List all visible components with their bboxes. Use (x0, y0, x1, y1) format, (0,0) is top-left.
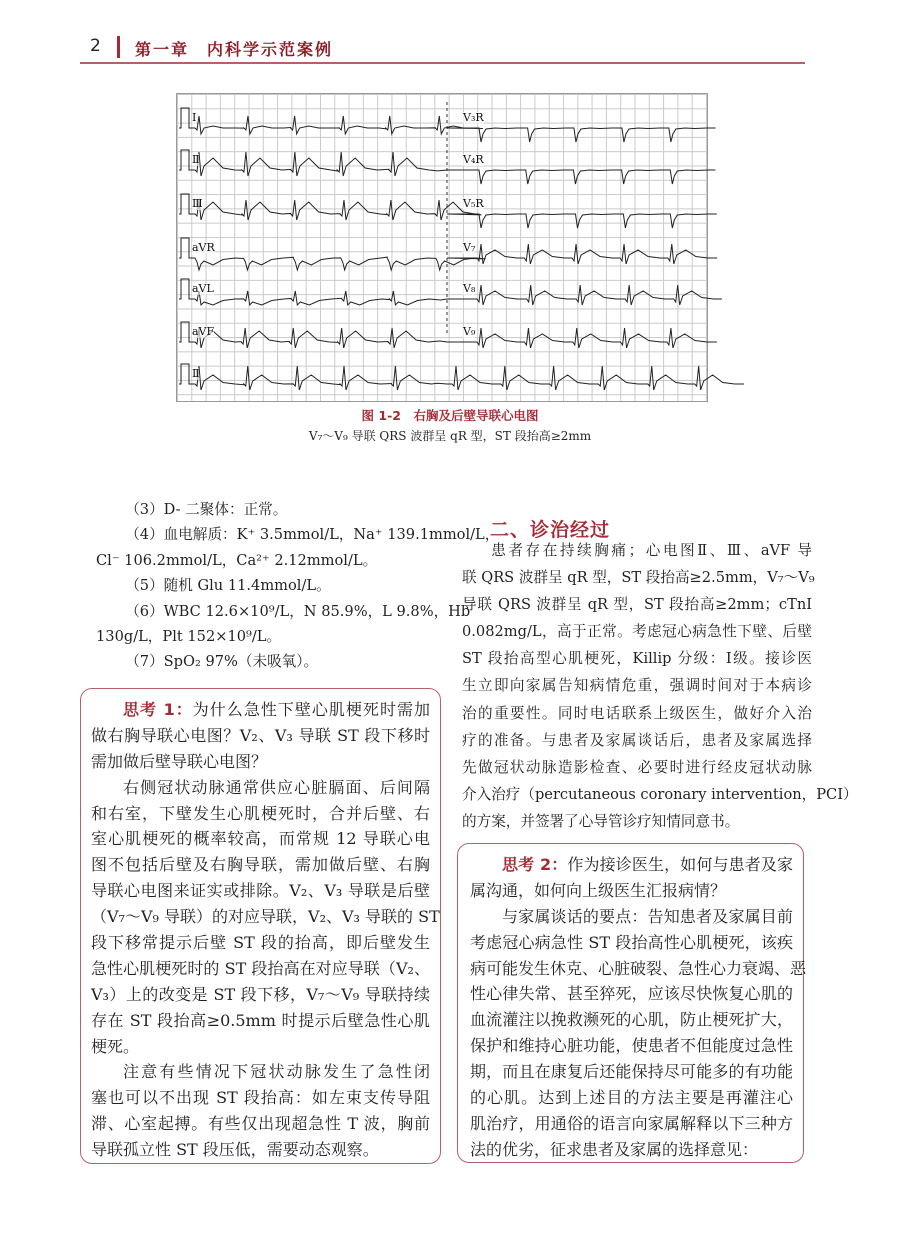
lab-results (96, 497, 500, 675)
ecg-figure (176, 93, 708, 402)
question-line: 思考 2：作为接诊医生，如何与患者及家 (502, 855, 793, 874)
section-text-line: 生立即向家属告知病情危重，强调时间对于本病诊 (462, 677, 812, 695)
section-title: 二、诊治经过 (490, 519, 611, 541)
answer-line: 法的优劣，征求患者及家属的选择意见： (470, 1139, 759, 1159)
answer-line: 导联孤立性 ST 段压低，需要动态观察。 (91, 1140, 379, 1160)
lead-label: Ⅰ (192, 111, 197, 124)
section-text-line: 导联 QRS 波群呈 qR 型，ST 段抬高≥2mm；cTnI (462, 596, 812, 614)
lab-result-line: （5）随机 Glu 11.4mmol/L。 (125, 577, 331, 595)
section-text-line: 先做冠状动脉造影检查、必要时进行经皮冠状动脉 (462, 758, 812, 776)
answer-line: 与家属谈话的要点：告知患者及家属目前 (502, 906, 793, 926)
think-label: 思考 1： (123, 700, 193, 719)
answer-line: 图不包括后壁及右胸导联，需加做后壁、右胸 (91, 855, 430, 875)
page-number: 2 (90, 36, 101, 56)
lead-label: V₉ (463, 325, 476, 338)
lab-result-line: （7）SpO₂ 97%（未吸氧）。 (125, 653, 319, 671)
think-label: 思考 2： (502, 855, 568, 874)
answer-line: 滞、心室起搏。有些仅出现超急性 T 波，胸前 (91, 1114, 430, 1134)
section-text-line: 治的重要性。同时电话联系上级医生，做好介入治 (462, 704, 812, 722)
figure-caption-title: 图 1-2 右胸及后壁导联心电图 (361, 408, 539, 423)
lead-label: V₄R (463, 153, 484, 166)
answer-line: 的心肌。达到上述目的方法主要是再灌注心 (470, 1088, 793, 1108)
lead-label: aVL (192, 282, 214, 295)
answer-line: V₃）上的改变是 ST 段下移，V₇～V₉ 导联持续 (91, 984, 430, 1004)
answer-line: 急性心肌梗死时的 ST 段抬高在对应导联（V₂、 (91, 958, 430, 978)
section-text-line: ST 段抬高型心肌梗死，Killip 分级：Ⅰ级。接诊医 (462, 650, 812, 668)
question-line: 思考 1：为什么急性下壁心肌梗死时需加 (123, 700, 430, 719)
chapter-title: 第一章 内科学示范案例 (135, 40, 334, 59)
section-text-line: 疗的准备。与患者及家属谈话后，患者及家属选择 (462, 731, 812, 749)
answer-line: 考虑冠心病急性 ST 段抬高性心肌梗死，该疾 (470, 932, 793, 952)
ecg-trace (179, 238, 717, 270)
answer-line: 段下移常提示后壁 ST 段的抬高，即后壁发生 (91, 933, 430, 953)
answer-line: 塞也可以不出现 ST 段抬高：如左束支传导阻 (91, 1088, 430, 1108)
answer-line: 血流灌注以挽救濒死的心肌，防止梗死扩大， (470, 1010, 793, 1030)
think-box-1 (80, 688, 441, 1164)
section-text-line: 的方案，并签署了心导管诊疗知情同意书。 (462, 812, 740, 830)
ecg-trace (179, 150, 715, 184)
lead-label: V₃R (463, 111, 484, 124)
answer-line: 导联心电图来证实或排除。V₂、V₃ 导联是后壁 (91, 881, 430, 901)
lab-result-line: （4）血电解质：K⁺ 3.5mmol/L，Na⁺ 139.1mmol/L， (125, 526, 500, 544)
ecg-trace (179, 322, 717, 348)
section-text-line: 0.082mg/L，高于正常。考虑冠心病急性下壁、后壁 (462, 623, 812, 641)
figure-caption-note: V₇～V₉ 导联 QRS 波群呈 qR 型，ST 段抬高≥2mm (308, 429, 592, 443)
answer-line: 性心律失常、甚至猝死，应该尽快恢复心肌的 (470, 984, 793, 1004)
lead-label: aVR (192, 241, 215, 254)
answer-line: 右侧冠状动脉通常供应心脏膈面、后间隔 (123, 777, 430, 797)
question-line: 属沟通，如何向上级医生汇报病情？ (470, 880, 727, 900)
question-line: 需加做后壁导联心电图？ (91, 751, 268, 771)
section-text-line: 介入治疗（percutaneous coronary intervention，PCI） (462, 785, 858, 803)
lab-result-line: Cl⁻ 106.2mmol/L，Ca²⁺ 2.12mmol/L。 (96, 551, 378, 569)
lab-result-line: （3）D- 二聚体：正常。 (125, 501, 288, 518)
answer-line: 存在 ST 段抬高≥0.5mm 时提示后壁急性心肌 (91, 1010, 430, 1030)
ecg-trace (179, 194, 717, 228)
lead-label: V₈ (463, 282, 476, 295)
ecg-trace (179, 108, 716, 142)
ecg-trace (179, 279, 722, 305)
question-line: 做右胸导联心电图？V₂、V₃ 导联 ST 段下移时 (91, 725, 430, 745)
lead-label: V₇ (463, 241, 476, 254)
section-text-line: 患者存在持续胸痛；心电图Ⅱ、Ⅲ、aVF 导 (491, 542, 812, 559)
answer-line: 和右室，下壁发生心肌梗死时，合并后壁、右 (91, 803, 430, 823)
answer-line: 保护和维持心脏功能，使患者不但能度过急性 (470, 1036, 793, 1056)
lead-label: Ⅲ (192, 197, 203, 210)
answer-line: 室心肌梗死的概率较高，而常规 12 导联心电 (91, 829, 430, 849)
lead-label: aVF (192, 325, 215, 338)
ecg-trace (179, 364, 744, 390)
lab-result-line: 130g/L，Plt 152×10⁹/L。 (96, 627, 282, 645)
answer-line: 期，而且在康复后还能保持尽可能多的有功能 (470, 1062, 793, 1082)
think-box-2 (457, 843, 807, 1163)
lead-label: V₅R (463, 197, 484, 210)
answer-line: 病可能发生休克、心脏破裂、急性心力衰竭、恶 (470, 958, 807, 978)
answer-line: （V₇～V₉ 导联）的对应导联，V₂、V₃ 导联的 ST (91, 907, 440, 927)
lead-label: Ⅱ (192, 153, 200, 166)
lab-result-line: （6）WBC 12.6×10⁹/L，N 85.9%，L 9.8%，Hb (125, 602, 471, 620)
section-body (462, 537, 858, 835)
lead-label: Ⅱ (192, 367, 200, 380)
section-text-line: 联 QRS 波群呈 qR 型，ST 段抬高≥2.5mm，V₇～V₉ (462, 569, 815, 587)
answer-line: 肌治疗，用通俗的语言向家属解释以下三种方 (470, 1113, 793, 1133)
header-divider (117, 36, 120, 58)
answer-line: 梗死。 (91, 1036, 140, 1056)
ecg-traces (177, 94, 709, 403)
answer-line: 注意有些情况下冠状动脉发生了急性闭 (123, 1062, 430, 1082)
header-rule (80, 62, 805, 64)
